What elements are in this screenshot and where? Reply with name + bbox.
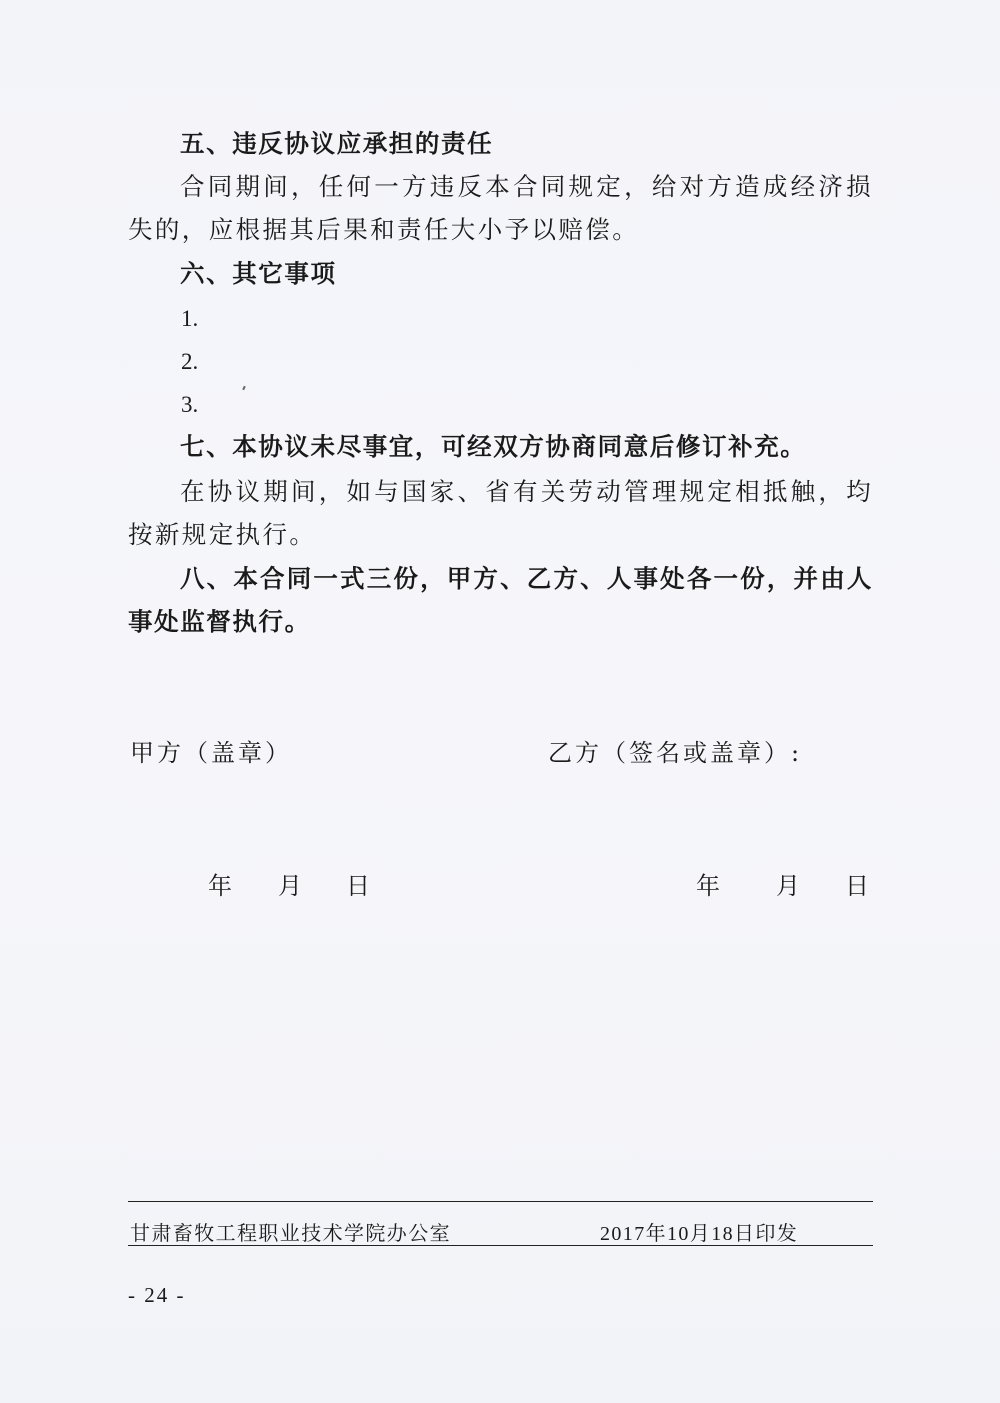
page-number: - 24 - xyxy=(128,1283,186,1307)
party-b-date-day: 日 xyxy=(845,872,869,900)
list-item-1: 1. xyxy=(181,306,199,331)
party-b-date-year: 年 xyxy=(696,872,720,900)
section-eight-heading: 八、本合同一式三份，甲方、乙方、人事处各一份，并由人事处监督执行。 xyxy=(128,564,873,636)
party-b-date-month: 月 xyxy=(776,872,800,900)
section-seven-body: 在协议期间，如与国家、省有关劳动管理规定相抵触，均按新规定执行。 xyxy=(128,477,873,549)
party-a-date-day: 日 xyxy=(346,872,370,900)
section-five-heading: 五、违反协议应承担的责任 xyxy=(180,129,494,158)
party-b-signature-label: 乙方（签名或盖章）: xyxy=(548,739,803,767)
footer-issuer: 甘肃畜牧工程职业技术学院办公室 xyxy=(130,1221,451,1245)
party-a-date-year: 年 xyxy=(208,872,232,900)
list-item-3: 3. xyxy=(181,392,199,417)
section-five-body: 合同期间，任何一方违反本合同规定，给对方造成经济损失的，应根据其后果和责任大小予以赔偿。 xyxy=(128,172,873,244)
list-item-2: 2. xyxy=(181,349,199,374)
section-six-heading: 六、其它事项 xyxy=(180,259,337,288)
party-a-signature-label: 甲方（盖章） xyxy=(130,739,292,767)
party-a-date-month: 月 xyxy=(278,872,302,900)
scan-speck xyxy=(242,386,246,390)
footer-bottom-rule xyxy=(128,1245,873,1246)
footer-issue-date: 2017年10月18日印发 xyxy=(600,1223,799,1245)
footer-top-rule xyxy=(128,1201,873,1202)
section-seven-heading: 七、本协议未尽事宜，可经双方协商同意后修订补充。 xyxy=(180,432,807,461)
